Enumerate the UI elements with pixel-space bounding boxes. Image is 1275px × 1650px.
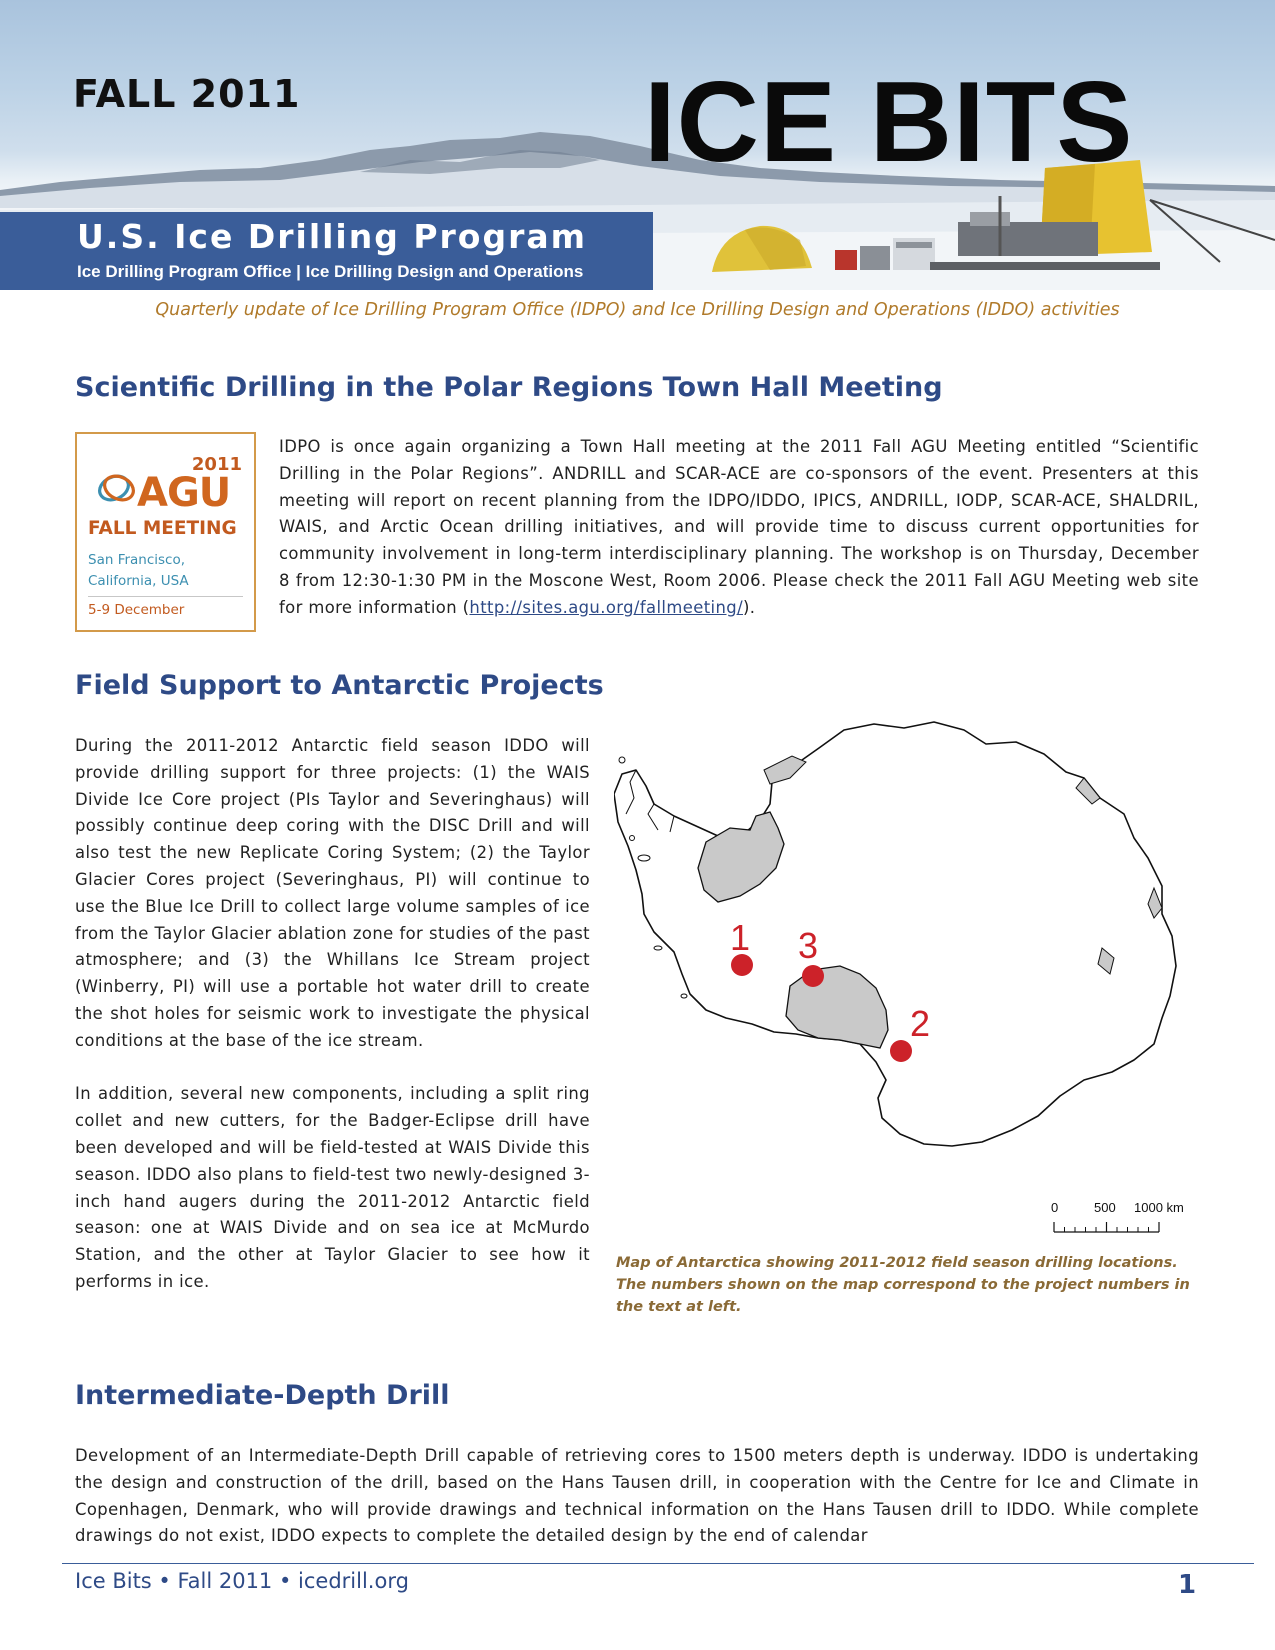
agu-meeting-link[interactable]: http://sites.agu.org/fallmeeting/ [469,597,743,617]
agu-city-line1: San Francisco, [88,552,186,568]
site-marker-3 [802,965,824,987]
town-hall-text: IDPO is once again organizing a Town Hall meeting at the 2011 Fall AGU Meeting entitled “Scientific Drilling in the Polar Regions”. ANDRILL and SCAR-ACE are co-sponsors of the event. Presenters at this meeting will report on recent planning from the IDPO/IDDO, IPICS, ANDRILL, IODP, SCAR-ACE, SHALDRIL, WAIS, and Arctic Ocean drilling initiatives, and will provide time to discuss current opportunities for community involvement in long-term interdisciplinary planning. The workshop is on Thursday, December 8 from 12:30-1:30 PM in the Moscone West, Room 2006. Please check the 2011 Fall AGU Meeting web site for more information ( [279,437,1199,617]
scale-tick-1000: 1000 km [1134,1200,1184,1215]
map-caption: Map of Antarctica showing 2011-2012 field season drilling locations. The numbers shown on the map correspond to the project numbers in the text at left. [616,1255,1190,1315]
section-heading-field-support: Field Support to Antarctic Projects [75,670,604,701]
footer-divider [62,1563,1254,1564]
page-number: 1 [1178,1570,1197,1600]
agu-dates: 5-9 December [88,602,185,618]
intermediate-drill-paragraph: Development of an Intermediate-Depth Drill capable of retrieving cores to 1500 meters depth is underway. IDDO is undertaking the design and construction of the drill, based on the Hans Tausen drill, in cooperation with the Centre for Ice and Climate in Copenhagen, Denmark, who will provide drawings and technical information on the Hans Tausen drill to IDDO. While complete drawings do not exist, IDDO expects to complete the detailed design by the end of calendar [75,1446,1199,1546]
tagline: Quarterly update of Ice Drilling Program Office (IDPO) and Ice Drilling Design and Operations (IDDO) activities [155,300,1120,320]
section-heading-town-hall: Scientific Drilling in the Polar Regions Town Hall Meeting [75,372,943,403]
scale-tick-0: 0 [1051,1200,1059,1215]
site-marker-2 [890,1040,912,1062]
issue-label: FALL 2011 [73,72,301,116]
site-label-3: 3 [798,925,819,966]
agu-divider [88,596,243,597]
field-support-body [75,733,590,1296]
antarctica-continent [614,722,1176,1146]
agu-year: 2011 [191,454,242,475]
agu-location [88,550,189,592]
agu-wordmark: AGU [137,470,231,516]
field-support-paragraph: During the 2011-2012 Antarctic field season IDDO will provide drilling support for three projects: (1) the WAIS Divide Ice Core project (PIs Taylor and Severinghaus) will possibly continue deep coring with the DISC Drill and will also test the new Replicate Coring System; (2) the Taylor Glacier Cores project (Severinghaus, PI) will continue to use the Blue Ice Drill to collect large volume samples of ice from the Taylor Glacier ablation zone for studies of the past atmosphere; and (3) the Whillans Ice Stream project (Winberry, PI) will use a portable hot water drill to create the shot holes for seismic work to investigate the physical conditions at the base of the ice stream. [75,736,590,1050]
site-label-2: 2 [910,1003,931,1044]
program-banner [0,212,653,290]
agu-rings-icon [95,468,139,508]
footer-text: Ice Bits • Fall 2011 • icedrill.org [75,1569,409,1593]
agu-fall-meeting-logo [75,432,256,632]
field-support-paragraph: In addition, several new components, including a split ring collet and new cutters, for the Badger-Eclipse drill have been developed and will be field-tested at WAIS Divide this season. IDDO also plans to field-test two newly-designed 3-inch hand augers during the 2011-2012 Antarctic field season: one at WAIS Divide and on sea ice at McMurdo Station, and the other at Taylor Glacier to see how it performs in ice. [75,1084,590,1291]
newsletter-title: ICE BITS [644,59,1134,186]
program-subtitle: Ice Drilling Program Office | Ice Drilling Design and Operations [77,262,584,281]
map-scale-bar [1051,1200,1184,1232]
agu-event-name: FALL MEETING [88,518,237,539]
program-name: U.S. Ice Drilling Program [77,217,588,256]
section-heading-intermediate-drill: Intermediate-Depth Drill [75,1380,450,1411]
town-hall-text-end: ). [743,597,756,617]
antarctica-map [614,718,1204,1238]
town-hall-body [279,434,1199,622]
header-banner [0,0,1275,290]
agu-city-line2: California, USA [88,573,189,589]
site-label-1: 1 [730,917,751,958]
scale-tick-500: 500 [1094,1200,1116,1215]
intermediate-drill-body [75,1443,1199,1552]
